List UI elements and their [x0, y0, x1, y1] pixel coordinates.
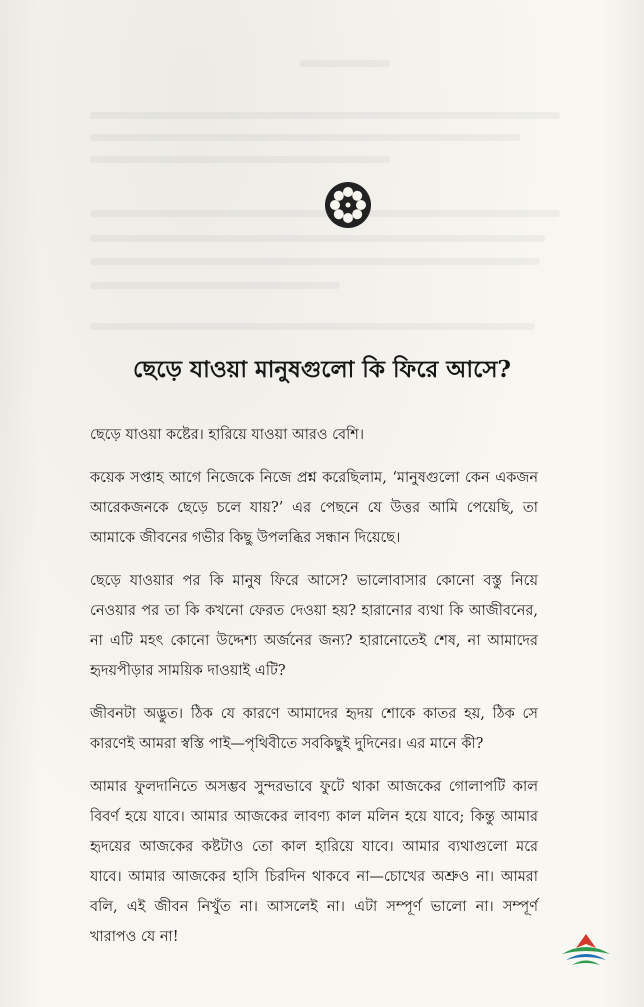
paragraph: জীবনটা অদ্ভুত। ঠিক যে কারণে আমাদের হৃদয় শোকে কাতর হয়, ঠিক সে কারণেই আমরা স্বস্তি পাই—পৃথিবীতে সবকিছুই দুদিনের। এর মানে কী? [90, 706, 538, 752]
paragraph: ছেড়ে যাওয়া কষ্টের। হারিয়ে যাওয়া আরও বেশি। [90, 427, 365, 443]
chapter-title: ছেড়ে যাওয়া মানুষগুলো কি ফিরে আসে? [132, 356, 512, 383]
chapter-body [90, 420, 538, 965]
paragraph: ছেড়ে যাওয়ার পর কি মানুষ ফিরে আসে? ভালোবাসার কোনো বস্তু নিয়ে নেওয়ার পর তা কি কখনো ফেরত দেওয়া হয়? হারানোর ব্যথা কি আজীবনের, না এটি মহৎ কোনো উদ্দেশ্য অর্জনের জন্য? হারানোতেই শেষ, না আমাদের হৃদয়পীড়ার সাময়িক দাওয়াই এটি? [90, 573, 538, 679]
publisher-logo-icon [558, 928, 614, 976]
flower-ornament-icon [323, 180, 373, 230]
paragraph: কয়েক সপ্তাহ আগে নিজেকে নিজে প্রশ্ন করেছিলাম, ‘মানুষগুলো কেন একজন আরেকজনকে ছেড়ে চলে যায়?’ এর পেছনে যে উত্তর আমি পেয়েছি, তা আমাকে জীবনের গভীর কিছু উপলব্ধির সন্ধান দিয়েছে। [90, 470, 538, 546]
paragraph: আমার ফুলদানিতে অসম্ভব সুন্দরভাবে ফুটে থাকা আজকের গোলাপটি কাল বিবর্ণ হয়ে যাবে। আমার আজকের লাবণ্য কাল মলিন হয়ে যাবে; কিন্তু আমার হৃদয়ের আজকের কষ্টটাও তো কাল হারিয়ে যাবে। আমার ব্যথাগুলো মরে যাবে। আমার আজকের হাসি চিরদিন থাকবে না—চোখের অশ্রুও না। আমরা বলি, এই জীবন নিখুঁত না। আসলেই না। এটা সম্পূর্ণ ভালো না। সম্পূর্ণ খারাপও যে না! [90, 779, 538, 945]
